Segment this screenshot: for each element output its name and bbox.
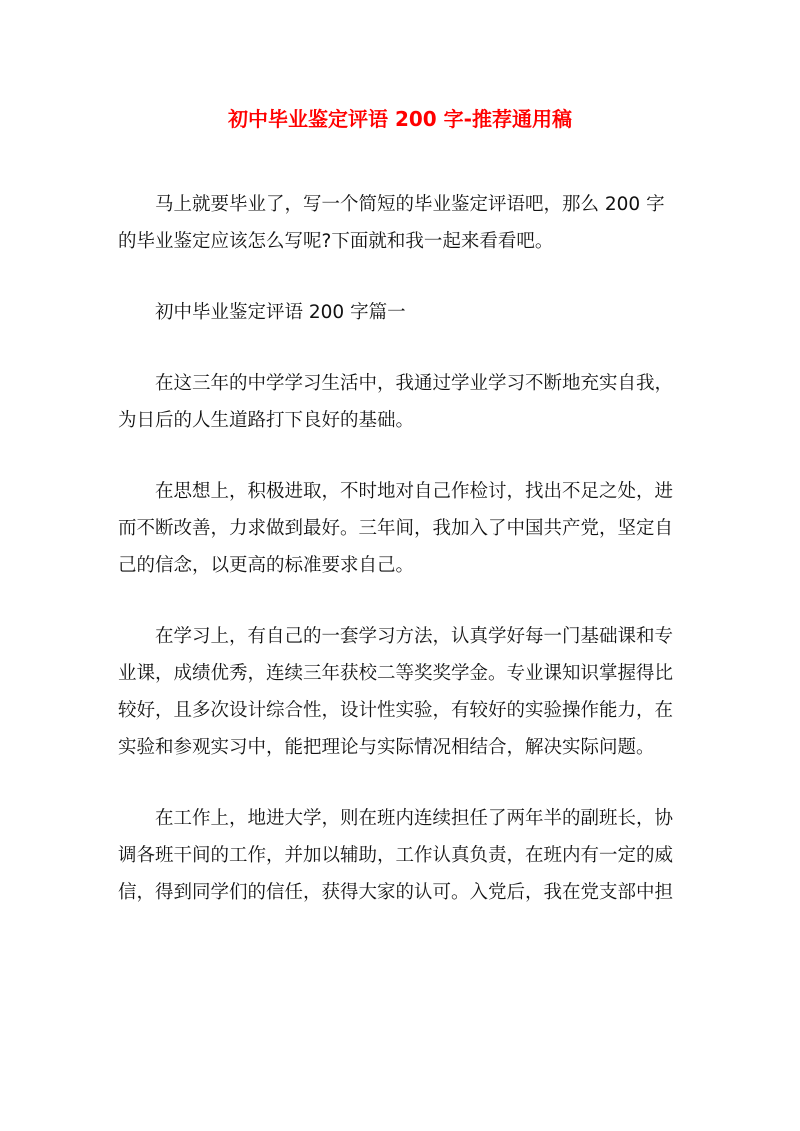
- section-heading-text: 初中毕业鉴定评语 200 字篇一: [155, 302, 406, 323]
- paragraph-line: 马上就要毕业了，写一个简短的毕业鉴定评语吧，那么 200 字: [155, 194, 665, 215]
- paragraph-line: 业课，成绩优秀，连续三年获校二等奖奖学金。专业课知识掌握得比: [118, 663, 674, 684]
- paragraph-thought: [118, 473, 684, 584]
- paragraph-line: 信，得到同学们的信任，获得大家的认可。入党后，我在党支部中担: [118, 882, 674, 903]
- paragraph-line: 在这三年的中学学习生活中，我通过学业学习不断地充实自我，: [155, 373, 674, 394]
- paragraph-line: 在学习上，有自己的一套学习方法，认真学好每一门基础课和专: [155, 626, 674, 647]
- paragraph-line: 较好，且多次设计综合性，设计性实验，有较好的实验操作能力，在: [118, 700, 674, 721]
- paragraph-work: [118, 800, 684, 911]
- paragraph-study: [118, 618, 684, 766]
- paragraph-intro: [118, 186, 684, 260]
- paragraph-line: 为日后的人生道路打下良好的基础。: [118, 410, 415, 431]
- document-body: [118, 186, 684, 945]
- paragraph-line: 在工作上，地进大学，则在班内连续担任了两年半的副班长，协: [155, 808, 674, 829]
- paragraph-line: 调各班干间的工作，并加以辅助，工作认真负责，在班内有一定的威: [118, 845, 674, 866]
- paragraph-line: 而不断改善，力求做到最好。三年间，我加入了中国共产党，坚定自: [118, 518, 674, 539]
- paragraph-line: 己的信念，以更高的标准要求自己。: [118, 555, 415, 576]
- document-title: 初中毕业鉴定评语 200 字-推荐通用稿: [228, 107, 572, 131]
- paragraph-line: 在思想上，积极进取，不时地对自己作检讨，找出不足之处，进: [155, 481, 674, 502]
- section-heading: [118, 294, 684, 331]
- paragraph-line: 实验和参观实习中，能把理论与实际情况相结合，解决实际问题。: [118, 737, 655, 758]
- paragraph-line: 的毕业鉴定应该怎么写呢?下面就和我一起来看看吧。: [118, 231, 554, 252]
- paragraph-overview: [118, 365, 684, 439]
